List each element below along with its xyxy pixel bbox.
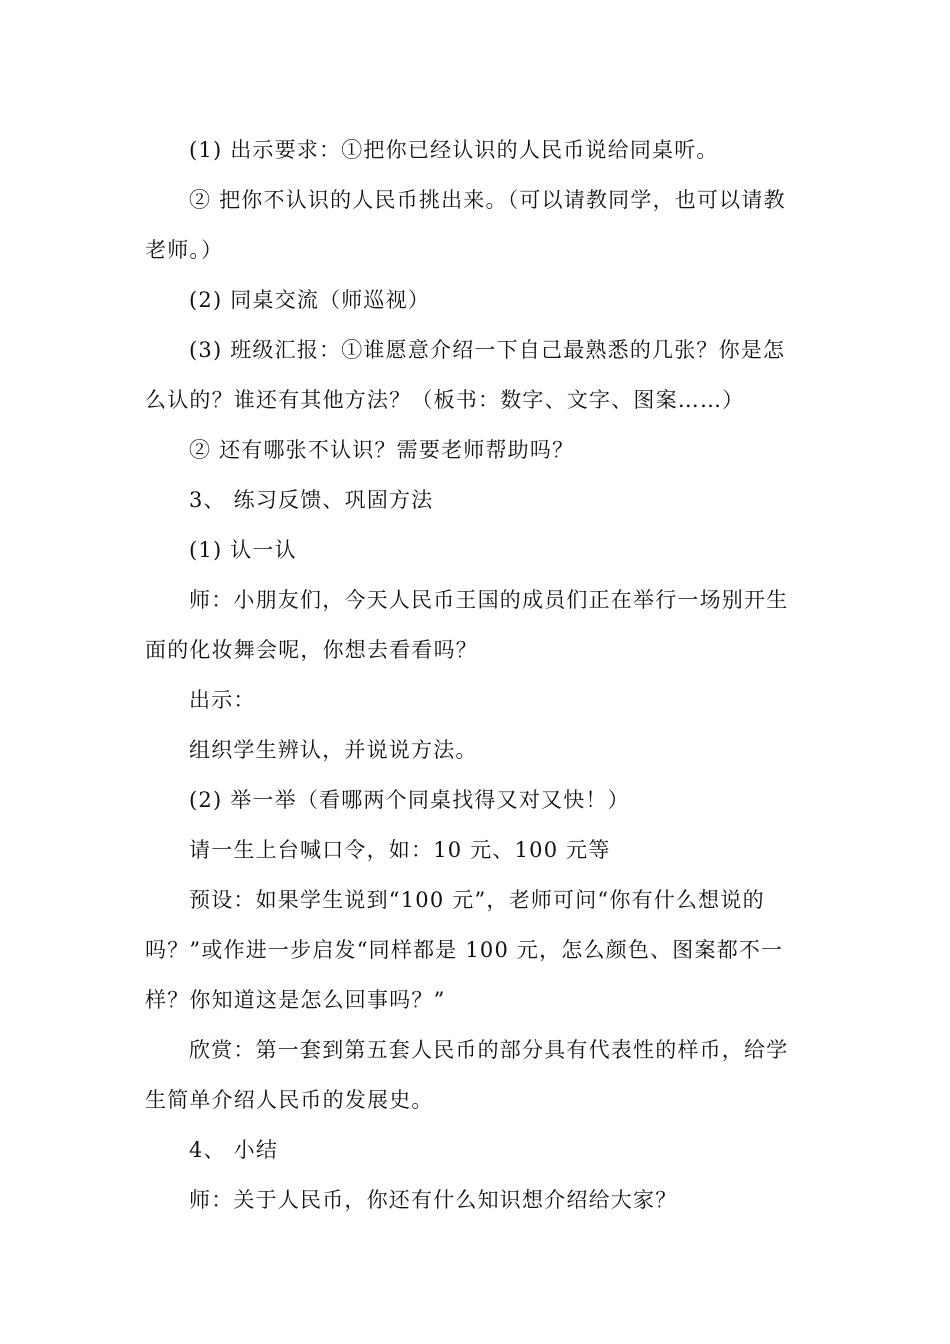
paragraph-still-unknown: ② 还有哪张不认识？需要老师帮助吗？	[189, 438, 575, 462]
paragraph-deskmate-exchange: (2) 同桌交流（师巡视）	[189, 288, 431, 312]
paragraph-teacher-question: 师：关于人民币，你还有什么知识想介绍给大家？	[189, 1188, 678, 1212]
paragraph-hold-up: (2) 举一举（看哪两个同桌找得又对又快！）	[189, 788, 630, 812]
heading-practice-feedback: 3、 练习反馈、巩固方法	[189, 488, 434, 512]
paragraph-recognize: (1) 认一认	[189, 538, 297, 562]
paragraph-organize-identify: 组织学生辨认，并说说方法。	[189, 738, 478, 762]
paragraph-show: 出示：	[189, 688, 256, 712]
paragraph-display-requirements: (1) 出示要求：①把你已经认识的人民币说给同桌听。	[189, 138, 719, 162]
paragraph-call-command: 请一生上台喊口令，如：10 元、100 元等	[189, 838, 611, 862]
paragraph-pick-unknown: ② 把你不认识的人民币挑出来。（可以请教同学，也可以请教老师。）	[145, 188, 786, 262]
paragraph-teacher-masquerade: 师：小朋友们，今天人民币王国的成员们正在举行一场别开生面的化妆舞会呢，你想去看看吗？	[145, 588, 789, 662]
paragraph-appreciate: 欣赏：第一套到第五套人民币的部分具有代表性的样币，给学生简单介绍人民币的发展史。	[145, 1038, 789, 1112]
paragraph-presupposition: 预设：如果学生说到“100 元”，老师可问“你有什么想说的吗？”或作进一步启发“同样都是 100 元，怎么颜色、图案都不一样？你知道这是怎么回事吗？”	[145, 888, 784, 1012]
heading-summary: 4、 小结	[189, 1138, 279, 1162]
paragraph-class-report: (3) 班级汇报：①谁愿意介绍一下自己最熟悉的几张？你是怎么认的？谁还有其他方法？（板书：数字、文字、图案……）	[145, 338, 786, 412]
